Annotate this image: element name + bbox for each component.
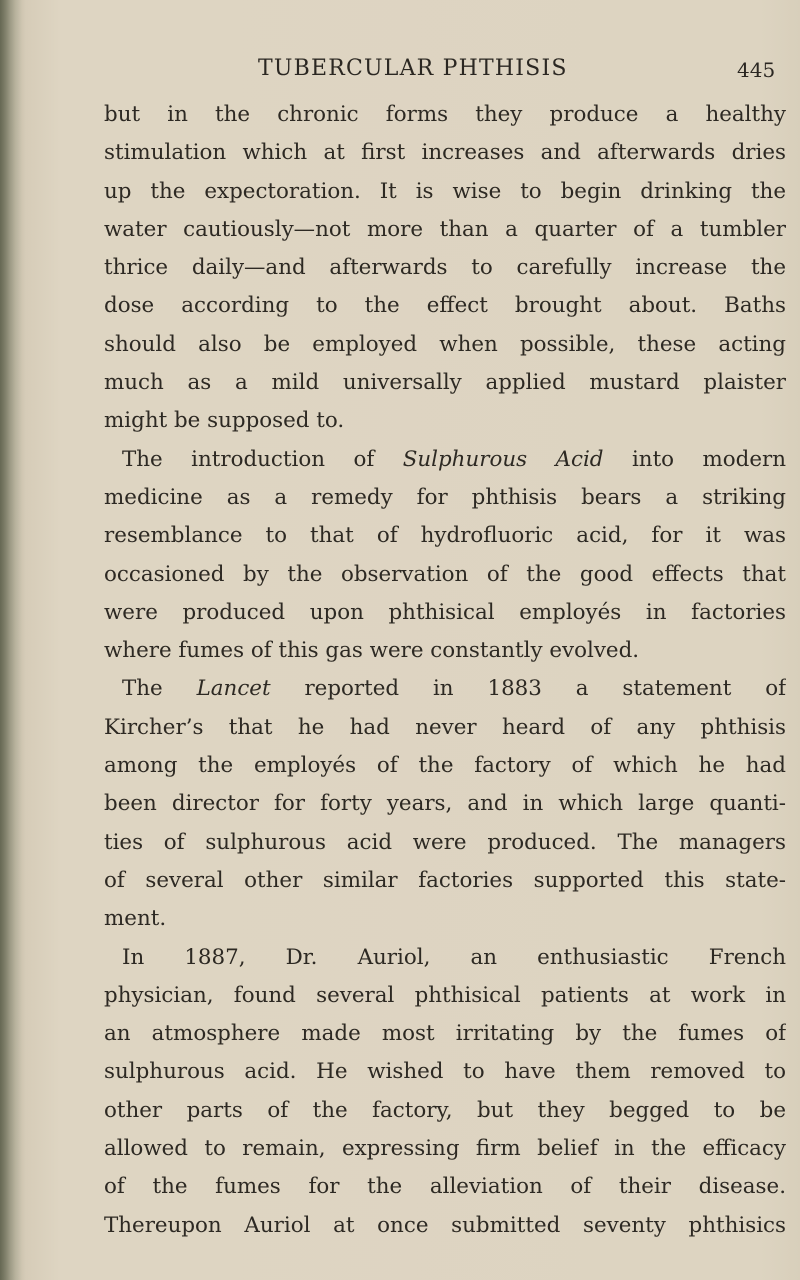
- text-line: ment.: [104, 906, 167, 932]
- text-run: The: [122, 676, 197, 702]
- binding-shadow: [0, 0, 22, 1280]
- text-line: might be supposed to.: [104, 408, 345, 434]
- text-line: In 1887, Dr. Auriol, an enthusiastic French: [122, 944, 786, 970]
- text-line: of the fumes for the alleviation of their disease.: [104, 1174, 786, 1200]
- text-line: much as a mild universally applied mustard plaister: [104, 370, 786, 396]
- text-line: [104, 670, 786, 708]
- text-line: but in the chronic forms they produce a healthy: [104, 102, 786, 127]
- text-run: The introduction of: [122, 446, 403, 472]
- text-line: ties of sulphurous acid were produced. The managers: [104, 829, 786, 855]
- text-line: should also be employed when possible, these acting: [104, 331, 786, 357]
- page-header: [0, 52, 800, 92]
- text-line: stimulation which at first increases and afterwards dries: [104, 140, 786, 166]
- text-line: Kircher’s that he had never heard of any phthisis: [104, 714, 786, 740]
- text-line: other parts of the factory, but they begged to be: [104, 1097, 786, 1123]
- text-run: into modern: [603, 446, 786, 472]
- text-line: were produced upon phthisical employés in factories: [104, 599, 786, 625]
- text-line: been director for forty years, and in which large quanti-: [104, 791, 786, 817]
- text-line: among the employés of the factory of which he had: [104, 753, 786, 779]
- text-line: [104, 441, 786, 479]
- text-line: water cautiously—not more than a quarter of a tumbler: [104, 216, 786, 242]
- italic-title: Lancet: [196, 676, 271, 702]
- text-line: Thereupon Auriol at once submitted seventy phthisics: [104, 1212, 786, 1238]
- text-line: of several other similar factories supported this state-: [104, 867, 786, 893]
- text-line: sulphurous acid. He wished to have them removed to: [104, 1059, 786, 1085]
- text-line: physician, found several phthisical patients at work in: [104, 982, 786, 1008]
- running-title: TUBERCULAR PHTHISIS: [258, 56, 568, 81]
- text-line: allowed to remain, expressing firm belief in the efficacy: [104, 1136, 786, 1162]
- text-line: up the expectoration. It is wise to begin drinking the: [104, 178, 786, 204]
- text-line: where fumes of this gas were constantly evolved.: [104, 638, 640, 664]
- text-run: reported in 1883 a statement of: [270, 676, 786, 702]
- page-number: 445: [737, 58, 776, 82]
- text-line: medicine as a remedy for phthisis bears a striking: [104, 484, 786, 510]
- italic-term: Sulphurous Acid: [402, 446, 604, 472]
- text-line: an atmosphere made most irritating by the fumes of: [104, 1021, 786, 1047]
- body-text: [104, 96, 786, 1245]
- text-line: dose according to the effect brought about. Baths: [104, 293, 786, 319]
- text-line: occasioned by the observation of the good effects that: [104, 561, 786, 587]
- text-line: thrice daily—and afterwards to carefully increase the: [104, 255, 786, 281]
- text-line: resemblance to that of hydrofluoric acid, for it was: [104, 523, 786, 549]
